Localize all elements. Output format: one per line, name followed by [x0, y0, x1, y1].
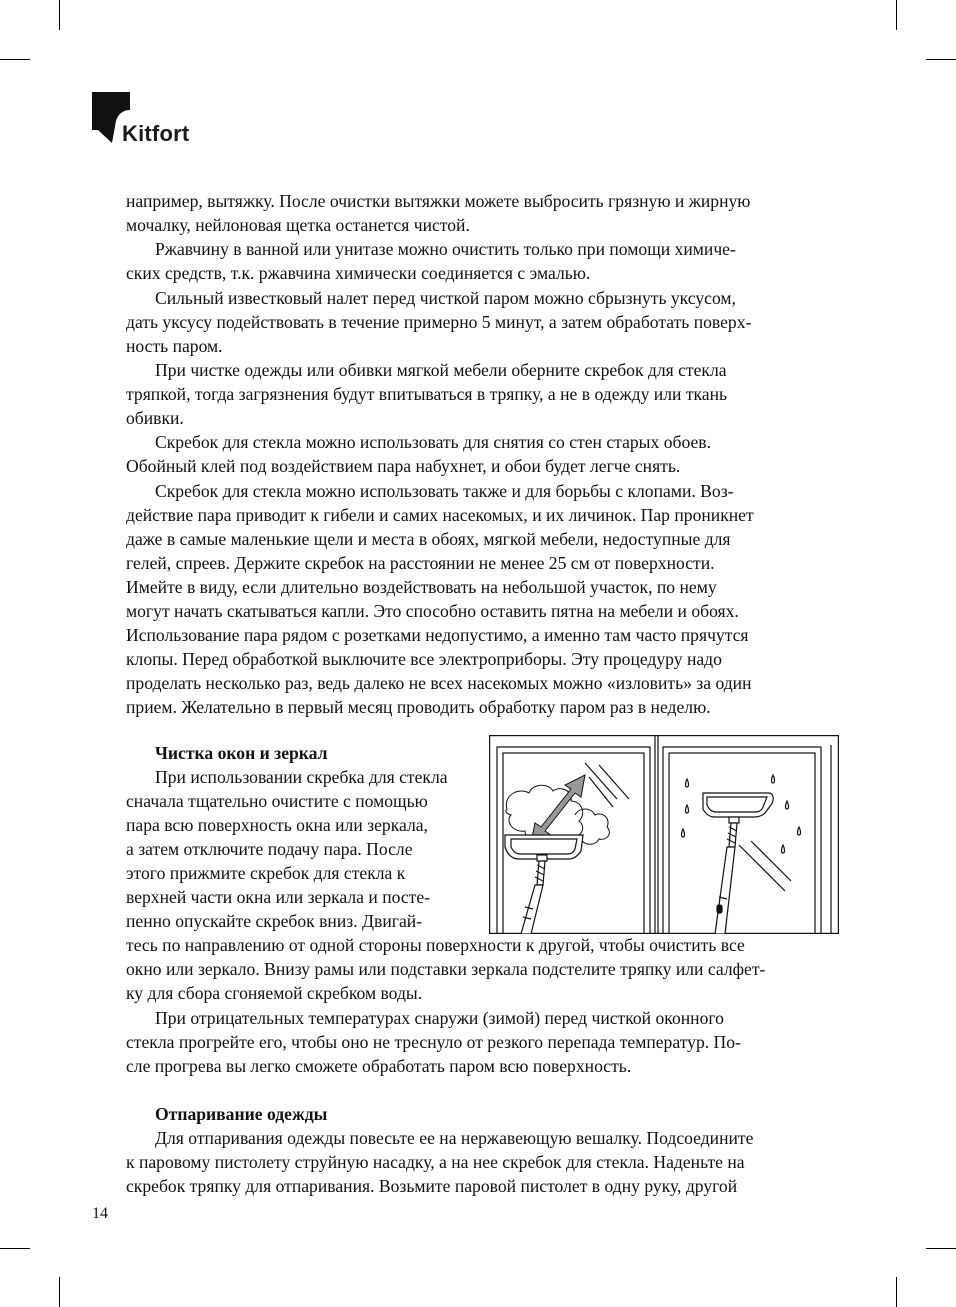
- page-number: 14: [92, 1205, 108, 1222]
- text-line: тряпкой, тогда загрязнения будут впитываться в тряпку, а не в одежду или ткань: [126, 384, 728, 404]
- text-line: а затем отключите подачу пара. После: [126, 839, 413, 859]
- text-line: окно или зеркало. Внизу рамы или подставки зеркала подстелите тряпку или салфет-: [126, 959, 766, 979]
- text-line: сле прогрева вы легко сможете обработать паром всю поверхность.: [126, 1056, 632, 1076]
- text-line: Скребок для стекла можно использовать также и для борьбы с клопами. Воз-: [155, 481, 734, 501]
- text-line: прием. Желательно в первый месяц проводить обработку паром раз в неделю.: [126, 697, 711, 717]
- section-heading-clothes: Отпаривание одежды: [155, 1104, 328, 1124]
- text-line: мочалку, нейлоновая щетка останется чистой.: [126, 215, 470, 235]
- text-line: Для отпаривания одежды повесьте ее на нержавеющую вешалку. Подсоедините: [155, 1128, 754, 1148]
- text-line: действие пара приводит к гибели и самих насекомых, и их личинок. Пар проникнет: [126, 505, 754, 525]
- crop-mark: [59, 0, 60, 30]
- text-line: проделать несколько раз, ведь далеко не всех насекомых можно «изловить» за один: [126, 673, 752, 693]
- text-line: верхней части окна или зеркала и посте-: [126, 887, 431, 907]
- text-line: При отрицательных температурах снаружи (зимой) перед чисткой оконного: [155, 1008, 724, 1028]
- text-line: Сильный известковый налет перед чисткой паром можно сбрызнуть уксусом,: [155, 288, 736, 308]
- text-line: к паровому пистолету струйную насадку, а на нее скребок для стекла. Наденьте на: [126, 1152, 745, 1172]
- text-line: пенно опускайте скребок вниз. Двигай-: [126, 911, 423, 931]
- text-line: Имейте в виду, если длительно воздействовать на небольшой участок, по нему: [126, 577, 717, 597]
- text-line: Скребок для стекла можно использовать для снятия со стен старых обоев.: [155, 432, 711, 452]
- text-line: тесь по направлению от одной стороны поверхности к другой, чтобы очистить все: [126, 935, 745, 955]
- crop-mark: [0, 1248, 30, 1249]
- text-line: стекла прогрейте его, чтобы оно не треснуло от резкого перепада температур. По-: [126, 1032, 741, 1052]
- text-line: клопы. Перед обработкой выключите все электроприборы. Эту процедуру надо: [126, 649, 722, 669]
- crop-mark: [59, 1277, 60, 1307]
- crop-mark: [926, 59, 956, 60]
- text-line: При чистке одежды или обивки мягкой мебели оберните скребок для стекла: [155, 360, 727, 380]
- text-line: ку для сбора сгоняемой скребком воды.: [126, 983, 423, 1003]
- text-line: При использовании скребка для стекла: [155, 767, 448, 787]
- text-line: Ржавчину в ванной или унитазе можно очистить только при помощи химиче-: [155, 239, 736, 259]
- text-line: этого прижмите скребок для стекла к: [126, 863, 406, 883]
- text-line: например, вытяжку. После очистки вытяжки можете выбросить грязную и жирную: [126, 191, 751, 211]
- crop-mark: [896, 1277, 897, 1307]
- text-line: Обойный клей под воздействием пара набухнет, и обои будет легче снять.: [126, 456, 681, 476]
- section-heading-windows: Чистка окон и зеркал: [155, 743, 328, 763]
- window-cleaning-illustration: [489, 735, 839, 934]
- brand-name: Kitfort: [122, 121, 190, 146]
- crop-mark: [896, 0, 897, 30]
- text-line: скребок тряпку для отпаривания. Возьмите паровой пистолет в одну руку, другой: [126, 1176, 738, 1196]
- text-line: дать уксусу подействовать в течение примерно 5 минут, а затем обработать поверх-: [126, 312, 752, 332]
- text-line: сначала тщательно очистите с помощью: [126, 791, 428, 811]
- text-line: Использование пара рядом с розетками недопустимо, а именно там часто прячутся: [126, 625, 749, 645]
- text-line: ских средств, т.к. ржавчина химически соединяется с эмалью.: [126, 263, 591, 283]
- text-line: обивки.: [126, 408, 184, 428]
- text-line: даже в самые маленькие щели и места в обоях, мягкой мебели, недоступные для: [126, 529, 731, 549]
- text-line: ность паром.: [126, 336, 223, 356]
- text-line: гелей, спреев. Держите скребок на расстоянии не менее 25 см от поверхности.: [126, 553, 715, 573]
- crop-mark: [926, 1248, 956, 1249]
- text-line: могут начать скатываться капли. Это способно оставить пятна на мебели и обоях.: [126, 601, 739, 621]
- crop-mark: [0, 59, 30, 60]
- text-line: пара всю поверхность окна или зеркала,: [126, 815, 428, 835]
